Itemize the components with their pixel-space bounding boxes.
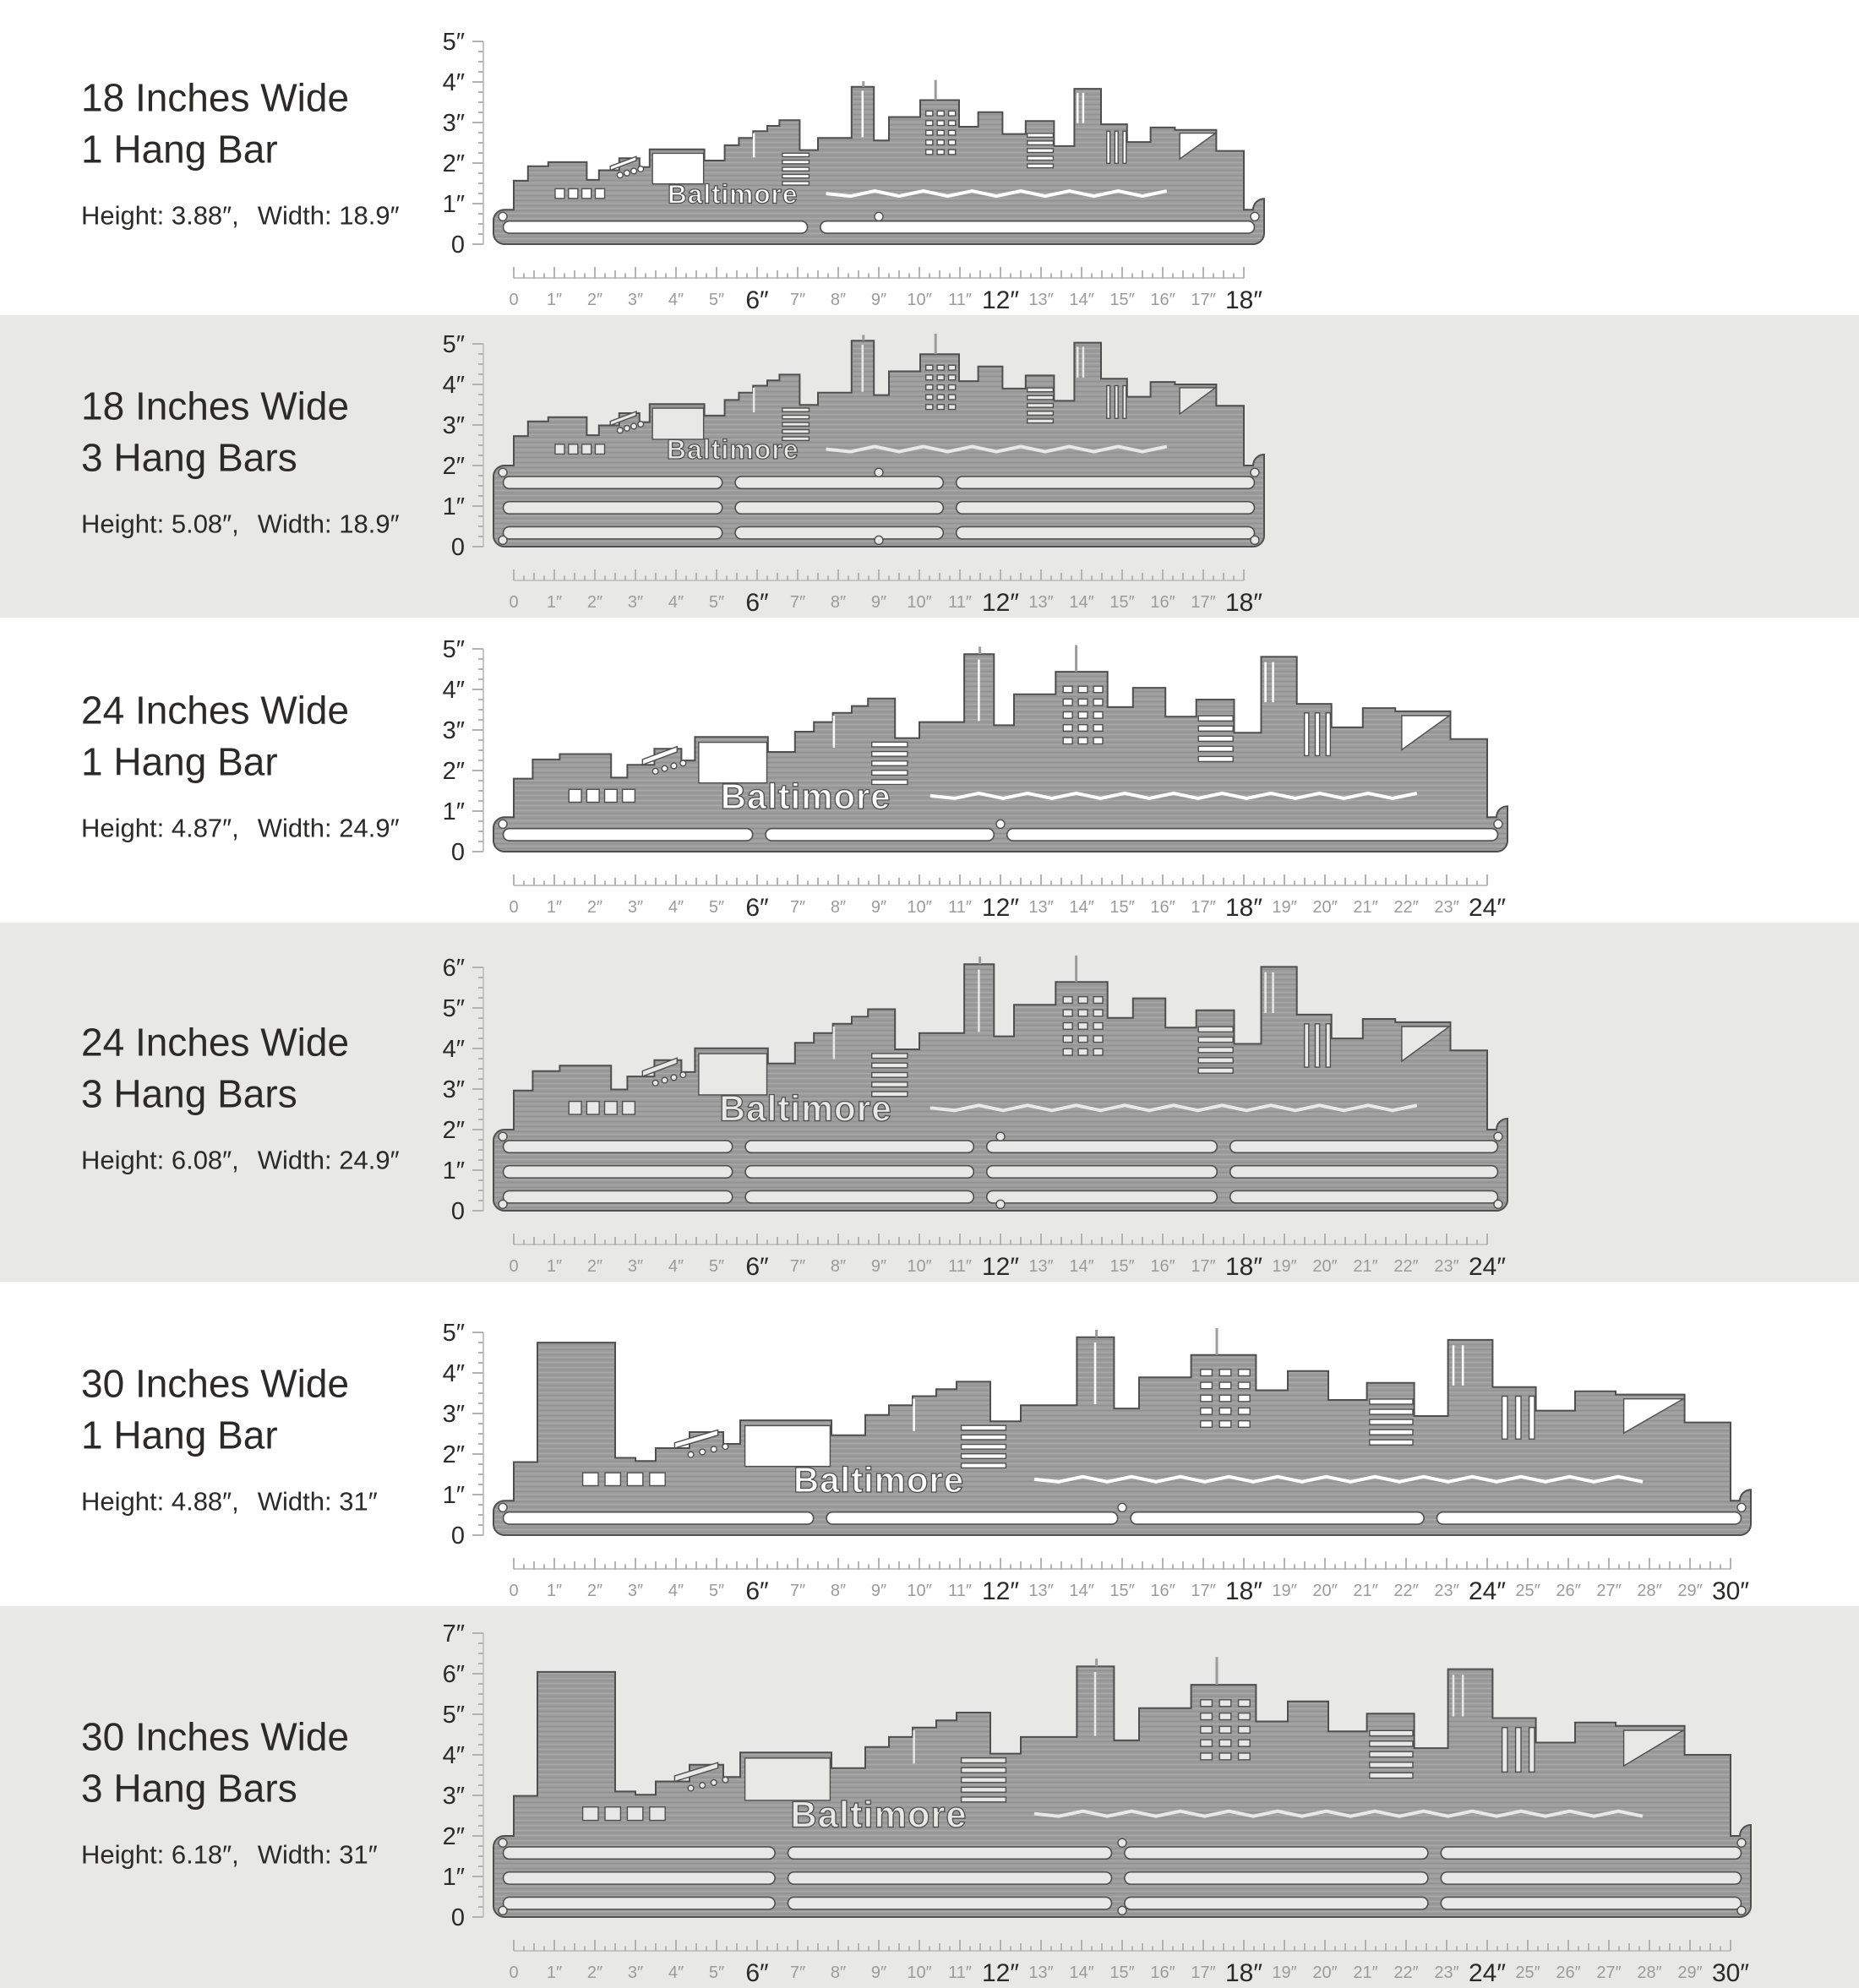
- svg-text:22″: 22″: [1393, 898, 1419, 917]
- svg-text:23″: 23″: [1434, 1963, 1459, 1982]
- svg-text:20″: 20″: [1312, 1257, 1338, 1276]
- x-ruler: [509, 267, 1262, 312]
- svg-text:2″: 2″: [586, 898, 603, 917]
- svg-text:7″: 7″: [789, 898, 806, 917]
- svg-text:29″: 29″: [1677, 1963, 1703, 1982]
- svg-text:30″: 30″: [1712, 1959, 1749, 1985]
- svg-text:16″: 16″: [1150, 1963, 1175, 1982]
- svg-text:6″: 6″: [442, 956, 465, 982]
- svg-text:5″: 5″: [708, 1582, 725, 1600]
- svg-text:29″: 29″: [1677, 1582, 1703, 1600]
- brand-cutout: Baltimore: [719, 1088, 892, 1129]
- svg-text:22″: 22″: [1393, 1257, 1419, 1276]
- svg-text:17″: 17″: [1191, 291, 1216, 309]
- hanger-plate: [493, 956, 1507, 1211]
- svg-text:7″: 7″: [789, 1963, 806, 1982]
- brand-cutout: Baltimore: [666, 434, 799, 466]
- svg-text:4″: 4″: [442, 1360, 465, 1387]
- svg-text:4″: 4″: [442, 1036, 465, 1063]
- svg-text:21″: 21″: [1353, 1582, 1378, 1600]
- svg-text:20″: 20″: [1312, 1963, 1338, 1982]
- svg-text:7″: 7″: [789, 593, 806, 612]
- hanger-figure: [421, 1621, 1769, 1985]
- x-ruler: [509, 874, 1506, 919]
- hanger-plate: [493, 334, 1264, 547]
- y-ruler: [443, 1321, 483, 1550]
- svg-text:0: 0: [509, 1582, 519, 1600]
- svg-text:8″: 8″: [830, 898, 847, 917]
- svg-text:4″: 4″: [668, 593, 684, 612]
- svg-text:17″: 17″: [1191, 1963, 1216, 1982]
- hanger-plate: [493, 1657, 1751, 1917]
- svg-text:13″: 13″: [1028, 1582, 1054, 1600]
- svg-text:7″: 7″: [789, 291, 806, 309]
- svg-text:17″: 17″: [1191, 1257, 1216, 1276]
- height-dimension: Height: 4.87″,: [81, 812, 239, 842]
- x-ruler: [509, 1234, 1506, 1278]
- row-title-width: 24 Inches Wide: [81, 1019, 350, 1064]
- svg-text:5″: 5″: [708, 291, 725, 309]
- svg-text:10″: 10″: [907, 1257, 932, 1276]
- svg-text:1″: 1″: [442, 191, 465, 218]
- svg-text:20″: 20″: [1312, 898, 1338, 917]
- hanger-plate: [493, 80, 1264, 244]
- svg-text:3″: 3″: [442, 717, 465, 744]
- size-label-block: [81, 380, 444, 539]
- x-ruler: [509, 1940, 1749, 1985]
- svg-text:3″: 3″: [627, 1582, 644, 1600]
- svg-text:18″: 18″: [1225, 1959, 1262, 1985]
- svg-text:9″: 9″: [870, 898, 887, 917]
- hanger-figure: [421, 1321, 1769, 1603]
- hanger-figure: [421, 956, 1526, 1278]
- svg-text:22″: 22″: [1393, 1963, 1419, 1982]
- svg-text:5″: 5″: [442, 30, 465, 56]
- row-title-bars: 3 Hang Bars: [81, 1070, 297, 1115]
- height-dimension: Height: 3.88″,: [81, 199, 239, 230]
- size-label-block: [81, 72, 444, 231]
- svg-text:13″: 13″: [1028, 898, 1054, 917]
- svg-text:3″: 3″: [442, 1076, 465, 1103]
- svg-text:16″: 16″: [1150, 1257, 1175, 1276]
- svg-text:24″: 24″: [1469, 1959, 1506, 1985]
- size-row-18-1bar: [0, 0, 1859, 315]
- svg-text:1″: 1″: [546, 291, 563, 309]
- svg-text:11″: 11″: [948, 1257, 972, 1276]
- svg-text:2″: 2″: [442, 150, 465, 177]
- y-ruler: [443, 637, 483, 866]
- svg-text:22″: 22″: [1393, 1582, 1419, 1600]
- svg-text:19″: 19″: [1272, 1582, 1297, 1600]
- y-ruler: [443, 1621, 483, 1931]
- svg-text:15″: 15″: [1109, 1963, 1135, 1982]
- svg-text:0: 0: [450, 534, 465, 561]
- svg-text:21″: 21″: [1353, 1963, 1378, 1982]
- svg-text:7″: 7″: [789, 1257, 806, 1276]
- svg-text:7″: 7″: [442, 1621, 465, 1648]
- svg-text:10″: 10″: [907, 291, 932, 309]
- svg-text:5″: 5″: [708, 593, 725, 612]
- svg-text:0: 0: [450, 1522, 465, 1550]
- width-dimension: Width: 31″: [257, 1486, 378, 1517]
- svg-text:1″: 1″: [546, 1257, 563, 1276]
- svg-text:18″: 18″: [1225, 894, 1262, 919]
- svg-text:4″: 4″: [442, 69, 465, 96]
- svg-text:25″: 25″: [1515, 1582, 1540, 1600]
- svg-text:12″: 12″: [982, 1253, 1019, 1278]
- svg-text:13″: 13″: [1028, 593, 1054, 612]
- svg-text:3″: 3″: [442, 110, 465, 137]
- svg-text:0: 0: [509, 898, 519, 917]
- svg-text:0: 0: [450, 1198, 465, 1225]
- svg-text:0: 0: [509, 1257, 519, 1276]
- svg-text:24″: 24″: [1469, 1577, 1506, 1603]
- svg-text:4″: 4″: [668, 1582, 684, 1600]
- svg-text:2″: 2″: [442, 758, 465, 785]
- svg-text:6″: 6″: [745, 589, 769, 614]
- svg-text:12″: 12″: [982, 589, 1019, 614]
- svg-text:15″: 15″: [1109, 1582, 1135, 1600]
- width-dimension: Width: 18.9″: [257, 199, 400, 230]
- width-dimension: Width: 24.9″: [257, 812, 400, 842]
- svg-text:26″: 26″: [1556, 1582, 1581, 1600]
- row-title-width: 30 Inches Wide: [81, 1714, 350, 1759]
- svg-text:20″: 20″: [1312, 1582, 1338, 1600]
- svg-text:11″: 11″: [948, 898, 972, 917]
- hanger-figure: [421, 637, 1526, 919]
- brand-cutout: Baltimore: [668, 178, 799, 210]
- svg-text:5″: 5″: [708, 1257, 725, 1276]
- x-ruler: [509, 569, 1262, 614]
- row-title-width: 18 Inches Wide: [81, 384, 350, 428]
- svg-text:5″: 5″: [442, 995, 465, 1022]
- svg-text:5″: 5″: [442, 637, 465, 663]
- svg-text:0: 0: [509, 291, 519, 309]
- svg-text:1″: 1″: [546, 593, 563, 612]
- size-row-24-3bar: [0, 923, 1859, 1282]
- svg-text:6″: 6″: [745, 1959, 769, 1985]
- row-title-width: 18 Inches Wide: [81, 74, 350, 119]
- svg-text:30″: 30″: [1712, 1577, 1749, 1603]
- svg-text:14″: 14″: [1069, 291, 1094, 309]
- size-label-block: [81, 684, 444, 843]
- svg-text:13″: 13″: [1028, 1963, 1054, 1982]
- svg-text:2″: 2″: [442, 1441, 465, 1468]
- svg-text:15″: 15″: [1109, 898, 1135, 917]
- svg-text:21″: 21″: [1353, 1257, 1378, 1276]
- svg-text:28″: 28″: [1637, 1582, 1662, 1600]
- svg-text:6″: 6″: [745, 286, 769, 312]
- dimension-note: [81, 509, 444, 539]
- svg-text:9″: 9″: [870, 1963, 887, 1982]
- svg-text:19″: 19″: [1272, 898, 1297, 917]
- svg-text:13″: 13″: [1028, 291, 1054, 309]
- dimension-note: [81, 1145, 444, 1175]
- svg-text:12″: 12″: [982, 1959, 1019, 1985]
- svg-text:14″: 14″: [1069, 1963, 1094, 1982]
- svg-text:17″: 17″: [1191, 898, 1216, 917]
- svg-text:19″: 19″: [1272, 1963, 1297, 1982]
- svg-text:9″: 9″: [870, 593, 887, 612]
- svg-text:4″: 4″: [668, 291, 684, 309]
- svg-text:3″: 3″: [627, 593, 644, 612]
- svg-text:2″: 2″: [586, 1257, 603, 1276]
- svg-text:14″: 14″: [1069, 1257, 1094, 1276]
- svg-text:4″: 4″: [442, 1742, 465, 1769]
- svg-text:1″: 1″: [442, 493, 465, 520]
- svg-text:15″: 15″: [1109, 291, 1135, 309]
- svg-text:8″: 8″: [830, 1257, 847, 1276]
- hanger-figure: [421, 332, 1283, 614]
- dimension-note: [81, 813, 444, 843]
- svg-text:5″: 5″: [708, 1963, 725, 1982]
- svg-text:5″: 5″: [442, 1702, 465, 1729]
- brand-cutout: Baltimore: [793, 1460, 965, 1501]
- svg-text:12″: 12″: [982, 286, 1019, 312]
- brand-cutout: Baltimore: [790, 1795, 968, 1836]
- svg-text:1″: 1″: [546, 898, 563, 917]
- svg-text:2″: 2″: [442, 1823, 465, 1850]
- row-title-bars: 3 Hang Bars: [81, 435, 297, 480]
- svg-text:14″: 14″: [1069, 593, 1094, 612]
- svg-text:16″: 16″: [1150, 593, 1175, 612]
- size-row-24-1bar: [0, 618, 1859, 923]
- svg-text:5″: 5″: [442, 332, 465, 358]
- svg-text:23″: 23″: [1434, 1257, 1459, 1276]
- svg-text:6″: 6″: [745, 1253, 769, 1278]
- brand-cutout: Baltimore: [720, 776, 891, 817]
- svg-text:14″: 14″: [1069, 898, 1094, 917]
- row-title-bars: 1 Hang Bar: [81, 1413, 278, 1457]
- svg-text:16″: 16″: [1150, 1582, 1175, 1600]
- svg-text:11″: 11″: [948, 1963, 972, 1982]
- svg-text:11″: 11″: [948, 593, 972, 612]
- svg-text:23″: 23″: [1434, 898, 1459, 917]
- row-title-bars: 3 Hang Bars: [81, 1766, 297, 1811]
- svg-text:27″: 27″: [1596, 1582, 1622, 1600]
- width-dimension: Width: 31″: [257, 1839, 378, 1870]
- hanger-plate: [493, 645, 1507, 852]
- svg-text:5″: 5″: [442, 1321, 465, 1347]
- svg-text:0: 0: [509, 593, 519, 612]
- svg-text:4″: 4″: [668, 1963, 684, 1982]
- svg-text:16″: 16″: [1150, 898, 1175, 917]
- svg-text:3″: 3″: [627, 898, 644, 917]
- svg-text:1″: 1″: [546, 1582, 563, 1600]
- svg-text:17″: 17″: [1191, 1582, 1216, 1600]
- y-ruler: [443, 332, 483, 561]
- svg-text:1″: 1″: [442, 1157, 465, 1185]
- row-title-bars: 1 Hang Bar: [81, 126, 278, 171]
- svg-text:2″: 2″: [586, 1963, 603, 1982]
- svg-text:11″: 11″: [948, 291, 972, 309]
- svg-text:9″: 9″: [870, 1582, 887, 1600]
- svg-text:3″: 3″: [442, 1401, 465, 1428]
- svg-text:10″: 10″: [907, 593, 932, 612]
- svg-text:4″: 4″: [442, 372, 465, 399]
- svg-text:1″: 1″: [546, 1963, 563, 1982]
- row-title-bars: 1 Hang Bar: [81, 738, 278, 783]
- svg-text:21″: 21″: [1353, 898, 1378, 917]
- svg-text:27″: 27″: [1596, 1963, 1622, 1982]
- hanger-figure: [421, 30, 1283, 312]
- svg-text:10″: 10″: [907, 1963, 932, 1982]
- svg-text:4″: 4″: [442, 677, 465, 704]
- size-row-18-3bar: [0, 315, 1859, 618]
- svg-text:15″: 15″: [1109, 593, 1135, 612]
- y-ruler: [443, 956, 483, 1225]
- dimension-note: [81, 1486, 444, 1517]
- svg-text:10″: 10″: [907, 898, 932, 917]
- svg-text:3″: 3″: [627, 1963, 644, 1982]
- svg-text:13″: 13″: [1028, 1257, 1054, 1276]
- height-dimension: Height: 6.18″,: [81, 1839, 239, 1870]
- size-label-block: [81, 1711, 444, 1870]
- svg-text:7″: 7″: [789, 1582, 806, 1600]
- x-ruler: [509, 1558, 1749, 1603]
- svg-text:2″: 2″: [586, 593, 603, 612]
- y-ruler: [443, 30, 483, 259]
- svg-text:17″: 17″: [1191, 593, 1216, 612]
- svg-text:3″: 3″: [442, 1783, 465, 1810]
- size-label-block: [81, 1358, 444, 1517]
- svg-text:2″: 2″: [586, 291, 603, 309]
- svg-text:8″: 8″: [830, 593, 847, 612]
- svg-text:12″: 12″: [982, 1577, 1019, 1603]
- svg-text:5″: 5″: [708, 898, 725, 917]
- svg-text:12″: 12″: [982, 894, 1019, 919]
- svg-text:26″: 26″: [1556, 1963, 1581, 1982]
- size-label-block: [81, 1016, 444, 1175]
- svg-text:11″: 11″: [948, 1582, 972, 1600]
- svg-text:6″: 6″: [442, 1661, 465, 1688]
- dimension-note: [81, 200, 444, 231]
- row-title-width: 30 Inches Wide: [81, 1361, 350, 1406]
- svg-text:18″: 18″: [1225, 589, 1262, 614]
- size-row-30-3bar: [0, 1606, 1859, 1988]
- svg-text:0: 0: [450, 1904, 465, 1931]
- svg-text:2″: 2″: [442, 1117, 465, 1144]
- svg-text:0: 0: [509, 1963, 519, 1982]
- svg-text:23″: 23″: [1434, 1582, 1459, 1600]
- svg-text:2″: 2″: [586, 1582, 603, 1600]
- svg-text:2″: 2″: [442, 453, 465, 480]
- svg-text:0: 0: [450, 231, 465, 259]
- svg-text:6″: 6″: [745, 1577, 769, 1603]
- svg-text:8″: 8″: [830, 1582, 847, 1600]
- svg-text:14″: 14″: [1069, 1582, 1094, 1600]
- width-dimension: Width: 18.9″: [257, 509, 400, 539]
- svg-text:18″: 18″: [1225, 286, 1262, 312]
- svg-text:16″: 16″: [1150, 291, 1175, 309]
- height-dimension: Height: 6.08″,: [81, 1144, 239, 1174]
- svg-text:3″: 3″: [627, 1257, 644, 1276]
- svg-text:1″: 1″: [442, 1482, 465, 1509]
- dimension-note: [81, 1839, 444, 1870]
- svg-text:19″: 19″: [1272, 1257, 1297, 1276]
- svg-text:3″: 3″: [627, 291, 644, 309]
- svg-text:4″: 4″: [668, 898, 684, 917]
- svg-text:9″: 9″: [870, 1257, 887, 1276]
- svg-text:24″: 24″: [1469, 1253, 1506, 1278]
- svg-text:3″: 3″: [442, 412, 465, 439]
- height-dimension: Height: 4.88″,: [81, 1486, 239, 1517]
- svg-text:24″: 24″: [1469, 894, 1506, 919]
- svg-text:15″: 15″: [1109, 1257, 1135, 1276]
- svg-text:0: 0: [450, 839, 465, 866]
- hanger-plate: [493, 1328, 1751, 1535]
- svg-text:1″: 1″: [442, 1864, 465, 1891]
- svg-text:25″: 25″: [1515, 1963, 1540, 1982]
- svg-text:4″: 4″: [668, 1257, 684, 1276]
- svg-text:10″: 10″: [907, 1582, 932, 1600]
- svg-text:28″: 28″: [1637, 1963, 1662, 1982]
- row-title-width: 24 Inches Wide: [81, 687, 350, 732]
- svg-text:18″: 18″: [1225, 1253, 1262, 1278]
- svg-text:1″: 1″: [442, 798, 465, 825]
- size-row-30-1bar: [0, 1282, 1859, 1606]
- svg-text:8″: 8″: [830, 1963, 847, 1982]
- svg-text:18″: 18″: [1225, 1577, 1262, 1603]
- svg-text:8″: 8″: [830, 291, 847, 309]
- height-dimension: Height: 5.08″,: [81, 509, 239, 539]
- svg-text:6″: 6″: [745, 894, 769, 919]
- svg-text:9″: 9″: [870, 291, 887, 309]
- width-dimension: Width: 24.9″: [257, 1144, 400, 1174]
